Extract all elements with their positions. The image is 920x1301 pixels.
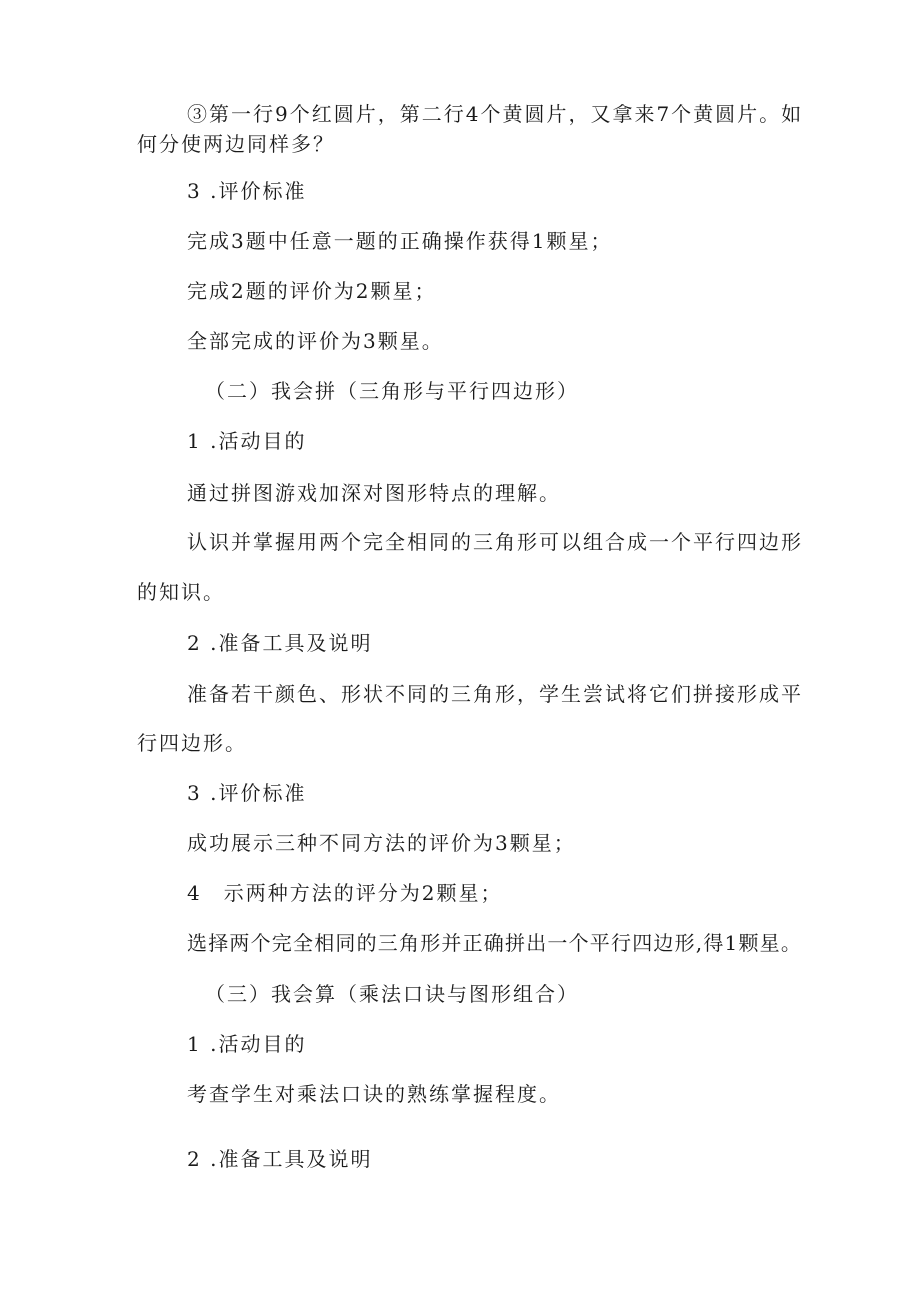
section-heading: 1 .活动目的 [187, 429, 307, 453]
paragraph-line: 成功展示三种不同方法的评价为3颗星； [187, 831, 576, 855]
paragraph-line: 考查学生对乘法口诀的熟练掌握程度。 [187, 1082, 561, 1106]
section-heading: 1 .活动目的 [187, 1032, 307, 1056]
paragraph-line: 完成3题中任意一题的正确操作获得1颗星； [187, 229, 613, 253]
paragraph-line: 行四边形。 [137, 731, 247, 755]
paragraph-line: 通过拼图游戏加深对图形特点的理解。 [187, 481, 561, 505]
paragraph-line: 4 示两种方法的评分为2颗星； [187, 881, 503, 905]
chapter-heading: （二）我会拼（三角形与平行四边形） [205, 379, 579, 403]
section-heading: 2 .准备工具及说明 [187, 1147, 373, 1171]
paragraph-line: 准备若干颜色、形状不同的三角形，学生尝试将它们拼接形成平 [187, 682, 803, 706]
paragraph-line: 全部完成的评价为3颗星。 [187, 329, 444, 353]
section-heading: 2 .准备工具及说明 [187, 631, 373, 655]
paragraph-line: 的知识。 [137, 580, 225, 604]
chapter-heading: （三）我会算（乘法口诀与图形组合） [205, 982, 579, 1006]
paragraph-line: 认识并掌握用两个完全相同的三角形可以组合成一个平行四边形 [187, 530, 803, 554]
section-heading: 3 .评价标准 [187, 179, 307, 203]
paragraph-line: ③第一行9个红圆片，第二行4个黄圆片，又拿来7个黄圆片。如 [187, 102, 804, 126]
paragraph-line: 选择两个完全相同的三角形并正确拼出一个平行四边形,得1颗星。 [187, 931, 803, 955]
paragraph-line: 完成2题的评价为2颗星； [187, 279, 437, 303]
section-heading: 3 .评价标准 [187, 781, 307, 805]
paragraph-line: 何分使两边同样多？ [137, 132, 335, 156]
